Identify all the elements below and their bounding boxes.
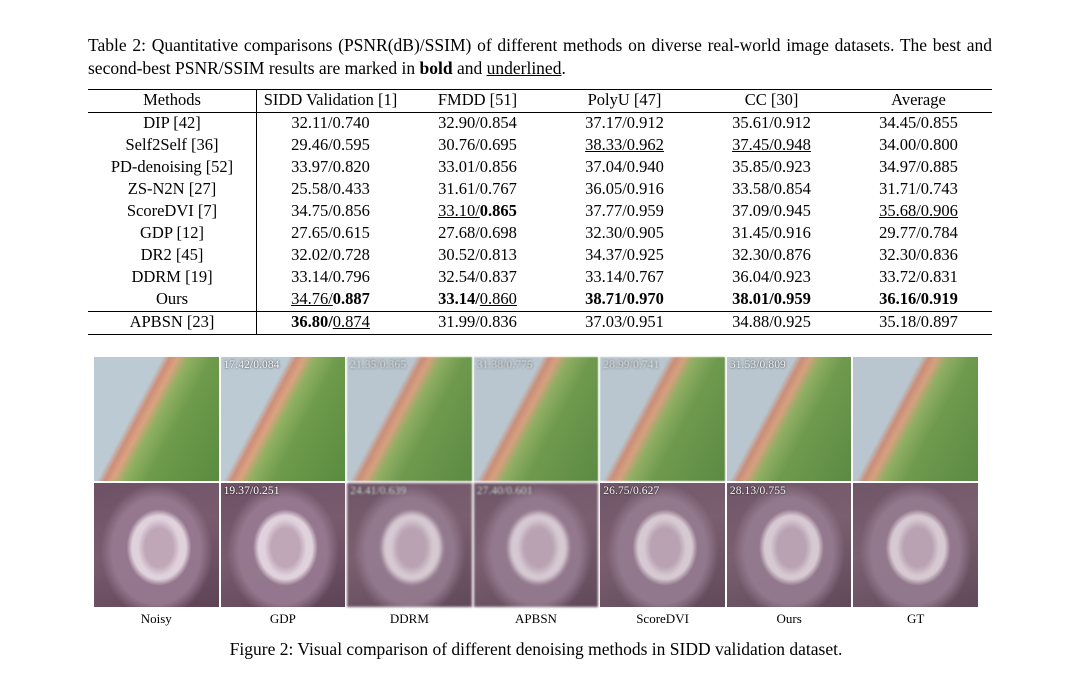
row-cell: 30.52/0.813 bbox=[438, 244, 517, 264]
row-cell: 37.17/0.912 bbox=[551, 113, 698, 135]
row-method: ScoreDVI [7] bbox=[126, 201, 218, 221]
image-cell bbox=[94, 357, 219, 481]
row-cell: 32.30/0.905 bbox=[585, 223, 664, 242]
row-cell: 36.16/0.919 bbox=[879, 288, 958, 308]
image-metric-tag: 31.38/0.775 bbox=[476, 358, 533, 371]
row-cell: 32.90/0.854 bbox=[404, 113, 551, 135]
row-cell: 32.30/0.876 bbox=[732, 244, 811, 264]
table-header-row bbox=[88, 90, 992, 113]
column-label: GDP bbox=[269, 610, 296, 626]
image-cell bbox=[221, 357, 346, 481]
row-cell: 34.97/0.885 bbox=[879, 157, 958, 177]
column-label: DDRM bbox=[389, 610, 429, 626]
image-cell bbox=[727, 357, 852, 481]
image-cell bbox=[853, 483, 978, 607]
row-cell: 35.61/0.912 bbox=[698, 113, 845, 135]
table-row bbox=[88, 135, 992, 157]
image-cell bbox=[347, 357, 472, 481]
image-cell bbox=[221, 483, 346, 607]
row-cell: 33.01/0.856 bbox=[438, 157, 517, 177]
column-label: Noisy bbox=[140, 610, 172, 626]
image-metric-tag: 17.42/0.084 bbox=[223, 358, 280, 371]
row-cell: 37.45/0.948 bbox=[732, 135, 811, 155]
image-cell bbox=[600, 483, 725, 607]
row-cell: 38.33/0.962 bbox=[585, 135, 664, 155]
row-cell: 25.58/0.433 bbox=[257, 179, 405, 201]
row-cell: 38.71/0.970 bbox=[585, 288, 664, 308]
row-cell: 36.80/0.874 bbox=[257, 311, 405, 334]
row-cell: 33.10/0.865 bbox=[438, 201, 517, 221]
figure-row-top bbox=[94, 357, 978, 481]
image-cell bbox=[347, 483, 472, 607]
table-row bbox=[88, 179, 992, 201]
row-method: DIP [42] bbox=[88, 113, 257, 135]
row-cell: 29.77/0.784 bbox=[879, 223, 958, 242]
table-row bbox=[88, 201, 992, 223]
figure-column-labels bbox=[94, 611, 978, 627]
row-cell: 31.71/0.743 bbox=[879, 179, 958, 199]
table-caption-end: . bbox=[561, 58, 566, 79]
quantitative-comparison-table bbox=[88, 89, 992, 335]
row-cell: 37.09/0.945 bbox=[732, 201, 811, 221]
image-cell bbox=[474, 357, 599, 481]
row-method: PD-denoising [52] bbox=[110, 157, 234, 177]
image-metric-tag: 21.35/0.365 bbox=[350, 358, 407, 371]
table-caption-bold: bold bbox=[419, 58, 453, 79]
column-label: GT bbox=[907, 610, 925, 626]
table-row bbox=[88, 267, 992, 289]
row-method: Ours bbox=[155, 288, 189, 308]
row-cell: 33.14/0.860 bbox=[438, 288, 517, 308]
row-cell: 35.18/0.897 bbox=[845, 311, 992, 334]
row-method: APBSN [23] bbox=[88, 311, 257, 334]
image-metric-tag: 31.53/0.809 bbox=[729, 358, 786, 371]
row-cell: 34.75/0.856 bbox=[257, 201, 405, 223]
image-cell bbox=[853, 357, 978, 481]
row-cell: 27.65/0.615 bbox=[257, 223, 405, 245]
row-cell: 32.11/0.740 bbox=[257, 113, 405, 135]
table-caption-text1: Quantitative comparisons (PSNR(dB)/SSIM) of different methods on diverse real-world image datasets. The best and second-best PSNR/SSIM results are marked in bbox=[88, 35, 992, 79]
row-cell: 29.46/0.595 bbox=[257, 135, 405, 157]
table-caption bbox=[88, 34, 992, 80]
column-label: Ours bbox=[776, 610, 802, 626]
table-caption-underline: underlined bbox=[486, 58, 562, 79]
header-average: Average bbox=[845, 90, 992, 113]
row-cell: 33.58/0.854 bbox=[732, 179, 811, 199]
table-row bbox=[88, 113, 992, 135]
row-cell: 38.01/0.959 bbox=[732, 288, 811, 308]
header-cc: CC [30] bbox=[698, 90, 845, 113]
image-metric-tag: 24.41/0.639 bbox=[350, 484, 407, 497]
image-cell bbox=[94, 483, 219, 607]
row-cell: 32.30/0.836 bbox=[879, 244, 958, 264]
image-cell bbox=[600, 357, 725, 481]
row-method: GDP [12] bbox=[139, 223, 204, 242]
table-row-apbsn bbox=[88, 311, 992, 334]
row-method: DDRM [19] bbox=[131, 266, 213, 286]
row-cell: 34.76/0.887 bbox=[257, 289, 405, 311]
image-metric-tag: 28.99/0.741 bbox=[603, 358, 660, 371]
table-row bbox=[88, 157, 992, 179]
header-polyu: PolyU [47] bbox=[551, 90, 698, 113]
row-cell: 34.00/0.800 bbox=[879, 135, 958, 155]
row-cell: 37.03/0.951 bbox=[551, 311, 698, 334]
row-cell: 37.04/0.940 bbox=[585, 157, 664, 177]
image-cell bbox=[727, 483, 852, 607]
image-cell bbox=[474, 483, 599, 607]
row-cell: 35.85/0.923 bbox=[732, 157, 811, 177]
row-method: ZS-N2N [27] bbox=[127, 179, 217, 199]
row-cell: 34.45/0.855 bbox=[845, 113, 992, 135]
row-cell: 34.37/0.925 bbox=[585, 244, 664, 264]
table-row bbox=[88, 245, 992, 267]
row-cell: 33.72/0.831 bbox=[879, 266, 958, 286]
row-method: Self2Self [36] bbox=[125, 135, 219, 155]
table-caption-mid: and bbox=[452, 58, 487, 79]
column-label: APBSN bbox=[515, 610, 557, 626]
table-row-ours bbox=[88, 289, 992, 311]
row-cell: 35.68/0.906 bbox=[879, 201, 958, 221]
figure-2 bbox=[94, 357, 978, 660]
row-cell: 32.54/0.837 bbox=[438, 266, 517, 286]
figure-row-bottom bbox=[94, 483, 978, 607]
row-cell: 33.97/0.820 bbox=[257, 157, 405, 179]
figure-caption-text: Visual comparison of different denoising methods in SIDD validation dataset. bbox=[293, 638, 843, 659]
image-metric-tag: 27.40/0.601 bbox=[476, 484, 533, 497]
image-metric-tag: 19.37/0.251 bbox=[223, 484, 280, 497]
header-sidd: SIDD Validation [1] bbox=[257, 90, 405, 113]
row-method: DR2 [45] bbox=[140, 244, 204, 264]
row-cell: 31.61/0.767 bbox=[438, 179, 517, 199]
row-cell: 34.88/0.925 bbox=[698, 311, 845, 334]
header-methods: Methods bbox=[88, 90, 257, 113]
image-metric-tag: 28.13/0.755 bbox=[729, 484, 786, 497]
table-row bbox=[88, 223, 992, 245]
figure-caption bbox=[94, 639, 978, 660]
row-cell: 37.77/0.959 bbox=[585, 201, 664, 221]
row-cell: 36.05/0.916 bbox=[585, 179, 664, 199]
row-cell: 31.45/0.916 bbox=[732, 223, 811, 242]
table-caption-label: Table 2: bbox=[88, 35, 146, 55]
row-cell: 33.14/0.767 bbox=[585, 266, 664, 286]
column-label: ScoreDVI bbox=[636, 610, 689, 626]
row-cell: 33.14/0.796 bbox=[257, 267, 405, 289]
header-fmdd: FMDD [51] bbox=[404, 90, 551, 113]
row-cell: 30.76/0.695 bbox=[438, 135, 517, 155]
row-cell: 36.04/0.923 bbox=[732, 266, 811, 286]
row-cell: 27.68/0.698 bbox=[438, 223, 517, 242]
row-cell: 31.99/0.836 bbox=[404, 311, 551, 334]
row-cell: 32.02/0.728 bbox=[257, 245, 405, 267]
image-metric-tag: 26.75/0.627 bbox=[603, 484, 660, 497]
figure-caption-label: Figure 2: bbox=[229, 638, 294, 659]
